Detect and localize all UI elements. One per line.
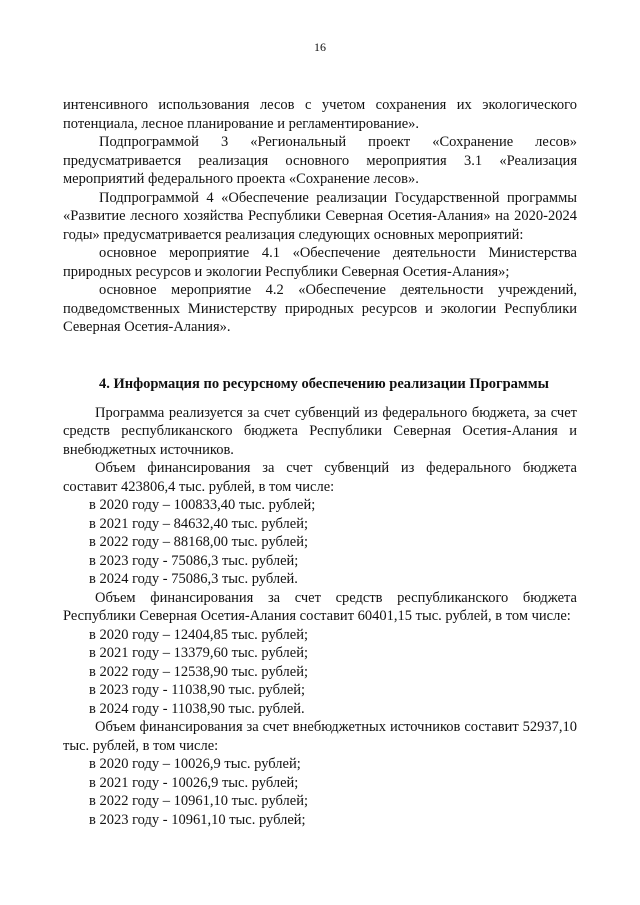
list-item: в 2020 году – 12404,85 тыс. рублей;	[89, 626, 309, 643]
paragraph-activity-4-1: основное мероприятие 4.1 «Обеспечение деятельности Министерства природных ресурсов и экологии Республики Северная Осетия-Алания»;	[63, 245, 577, 280]
paragraph-activity-4-2: основное мероприятие 4.2 «Обеспечение деятельности учреждений, подведомственных Министерству природных ресурсов и экологии Республики Северная Осетия-Алания».	[63, 282, 577, 335]
paragraph-subprogram-3: Подпрограммой 3 «Региональный проект «Сохранение лесов» предусматривается реализация основного мероприятия 3.1 «Реализация мероприятий федерального проекта «Сохранение лесов».	[63, 134, 577, 187]
list-item: в 2024 году - 75086,3 тыс. рублей.	[89, 571, 298, 587]
paragraph-federal-funding: Объем финансирования за счет субвенций из федерального бюджета составит 423806,4 тыс. рублей, в том числе:	[63, 460, 577, 495]
republic-funding-list	[63, 626, 577, 719]
paragraph-continuation: интенсивного использования лесов с учетом сохранения их экологического потенциала, лесное планирование и регламентирование».	[63, 97, 577, 132]
list-item: в 2020 году – 10026,9 тыс. рублей;	[89, 756, 301, 772]
paragraph-republic-funding: Объем финансирования за счет средств республиканского бюджета Республики Северная Осетия-Алания составит 60401,15 тыс. рублей, в том числе:	[63, 589, 577, 624]
paragraph-funding-intro: Программа реализуется за счет субвенций из федерального бюджета, за счет средств республиканского бюджета Республики Северная Осетия-Алания и внебюджетных источников.	[63, 404, 577, 458]
list-item: в 2021 году – 84632,40 тыс. рублей;	[89, 515, 309, 532]
offbudget-funding-list	[63, 755, 577, 829]
page-number: 16	[314, 40, 326, 54]
list-item: в 2022 году – 88168,00 тыс. рублей;	[89, 534, 309, 550]
list-item: в 2021 году – 13379,60 тыс. рублей;	[89, 645, 309, 661]
list-item: в 2023 году - 11038,90 тыс. рублей;	[89, 682, 306, 698]
section-heading: 4. Информация по ресурсному обеспечению реализации Программы	[99, 375, 549, 392]
list-item: в 2023 году - 75086,3 тыс. рублей;	[89, 552, 299, 569]
list-item: в 2022 году – 12538,90 тыс. рублей;	[89, 663, 309, 680]
list-item: в 2022 году – 10961,10 тыс. рублей;	[89, 793, 309, 809]
paragraph-subprogram-4: Подпрограммой 4 «Обеспечение реализации Государственной программы «Развитие лесного хозяйства Республики Северная Осетия-Алания» на 2020-2024 годы» предусматривается реализация следующих основных мероприятий:	[63, 189, 577, 243]
document-body	[63, 96, 577, 829]
list-item: в 2020 году – 100833,40 тыс. рублей;	[89, 497, 316, 513]
paragraph-offbudget-funding: Объем финансирования за счет внебюджетных источников составит 52937,10 тыс. рублей, в том числе:	[63, 719, 577, 754]
federal-funding-list	[63, 496, 577, 589]
list-item: в 2024 году - 11038,90 тыс. рублей.	[89, 700, 305, 717]
list-item: в 2021 году - 10026,9 тыс. рублей;	[89, 774, 299, 791]
list-item: в 2023 году - 10961,10 тыс. рублей;	[89, 811, 306, 828]
